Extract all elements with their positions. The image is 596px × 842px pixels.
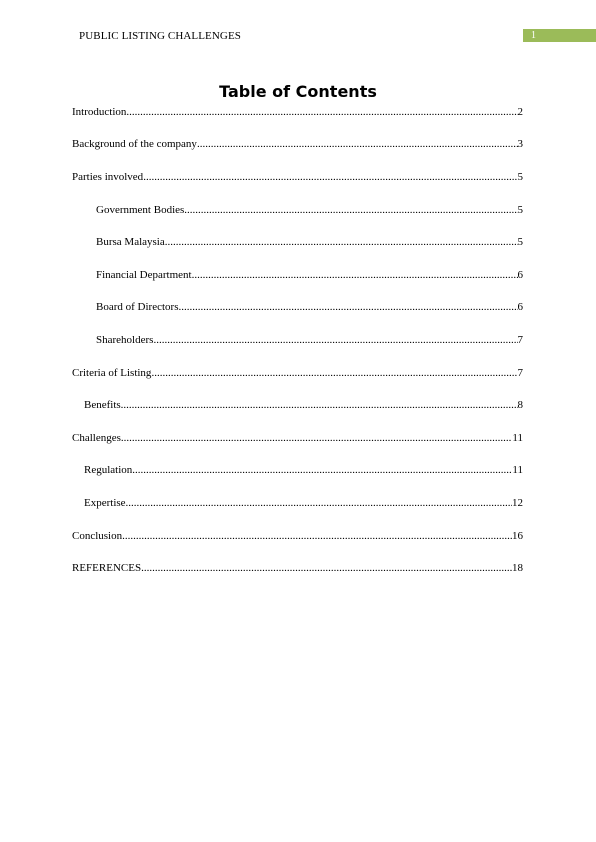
dot-leader (165, 235, 518, 249)
toc-entry-bursa-malaysia[interactable] (96, 235, 523, 249)
toc-entry-references[interactable] (72, 561, 523, 575)
toc-entry-page: 16 (512, 530, 523, 542)
toc-entry-label: Financial Department (96, 269, 192, 281)
toc-entry-label: Board of Directors (96, 301, 179, 313)
toc-entry-label: Conclusion (72, 530, 123, 542)
toc-entry-conclusion[interactable] (72, 529, 523, 543)
toc-entry-page: 8 (517, 399, 523, 411)
toc-entry-page: 5 (517, 236, 523, 248)
toc-entry-label: Benefits (84, 399, 121, 411)
toc-entry-label: Bursa Malaysia (96, 236, 165, 248)
toc-entry-challenges[interactable] (72, 431, 523, 445)
toc-entry-expertise[interactable] (84, 496, 523, 510)
toc-entry-label: Shareholders (96, 334, 154, 346)
dot-leader (141, 561, 512, 575)
dot-leader (143, 170, 517, 184)
toc-entry-page: 18 (512, 562, 523, 574)
toc-entry-page: 11 (512, 464, 523, 476)
dot-leader (184, 203, 517, 217)
toc-entry-regulation[interactable] (84, 463, 523, 477)
dot-leader (197, 137, 518, 151)
dot-leader (126, 496, 512, 510)
page-number-badge: 1 (523, 29, 596, 42)
toc-entry-background[interactable] (72, 137, 523, 151)
toc-entry-page: 6 (517, 301, 523, 313)
dot-leader (192, 268, 518, 282)
toc-entry-page: 5 (517, 204, 523, 216)
toc-entry-government-bodies[interactable] (96, 203, 523, 217)
toc-entry-label: REFERENCES (72, 562, 142, 574)
toc-entry-label: Challenges (72, 432, 121, 444)
toc-entry-page: 6 (517, 269, 523, 281)
toc-entry-parties-involved[interactable] (72, 170, 523, 184)
toc-entry-board-of-directors[interactable] (96, 300, 523, 314)
toc-entry-page: 12 (512, 497, 523, 509)
toc-entry-page: 5 (517, 171, 523, 183)
toc-entry-criteria-of-listing[interactable] (72, 366, 523, 380)
toc-entry-label: Government Bodies (96, 204, 185, 216)
dot-leader (121, 431, 513, 445)
toc-entry-label: Criteria of Listing (72, 367, 152, 379)
toc-entry-page: 11 (512, 432, 523, 444)
dot-leader (153, 333, 517, 347)
toc-entry-page: 2 (517, 106, 523, 118)
toc-entry-introduction[interactable] (72, 105, 523, 119)
toc-entry-label: Parties involved (72, 171, 144, 183)
dot-leader (132, 463, 512, 477)
toc-entry-page: 7 (517, 367, 523, 379)
toc-entry-label: Regulation (84, 464, 133, 476)
dot-leader (121, 398, 518, 412)
toc-entry-label: Expertise (84, 497, 126, 509)
toc-entry-label: Background of the company (72, 138, 197, 150)
toc-entry-financial-department[interactable] (96, 268, 523, 282)
dot-leader (126, 105, 517, 119)
toc-heading: Table of Contents (219, 82, 377, 101)
toc-entry-shareholders[interactable] (96, 333, 523, 347)
running-header-title: PUBLIC LISTING CHALLENGES (79, 30, 241, 42)
toc-entry-page: 7 (517, 334, 523, 346)
dot-leader (178, 300, 517, 314)
toc-entry-benefits[interactable] (84, 398, 523, 412)
toc-entry-label: Introduction (72, 106, 127, 118)
dot-leader (151, 366, 517, 380)
toc-entry-page: 3 (517, 138, 523, 150)
dot-leader (122, 529, 512, 543)
